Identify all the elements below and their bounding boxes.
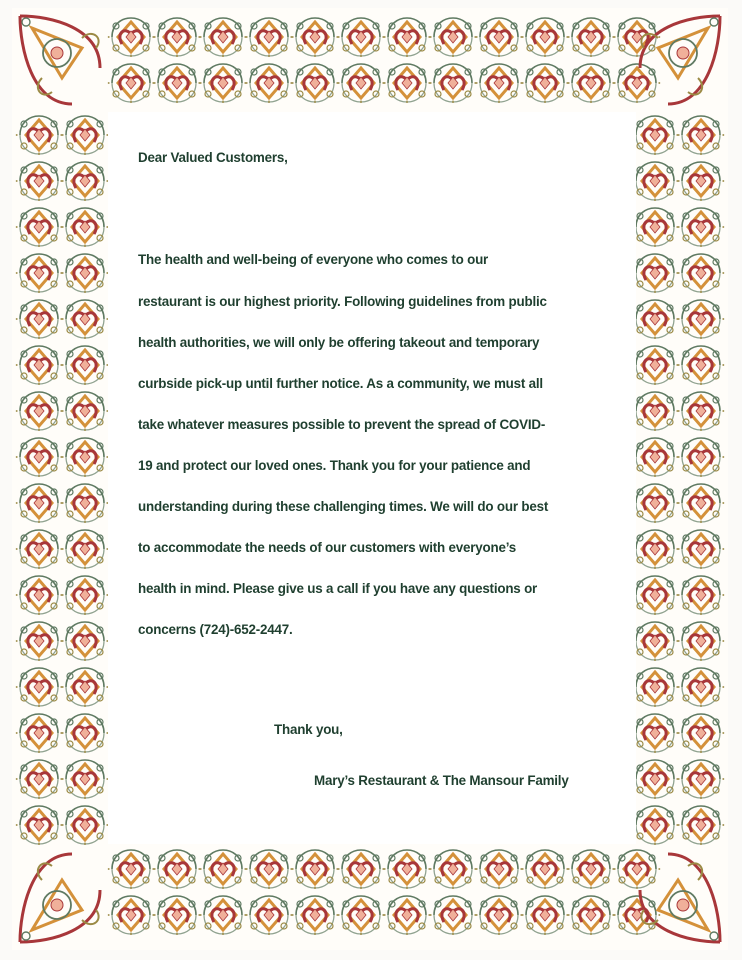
closing: Thank you, — [274, 722, 343, 737]
body-line: concerns (724)-652-2447. — [138, 622, 293, 637]
signature: Mary’s Restaurant & The Mansour Family — [314, 773, 569, 788]
letter-panel — [108, 112, 636, 844]
body-line: restaurant is our highest priority. Following guidelines from public — [138, 294, 547, 309]
body-line: health in mind. Please give us a call if you have any questions or — [138, 581, 538, 596]
greeting: Dear Valued Customers, — [138, 150, 288, 165]
body-line: health authorities, we will only be offering takeout and temporary — [138, 335, 540, 350]
body-line: curbside pick-up until further notice. As a community, we must all — [138, 376, 543, 391]
body-line: to accommodate the needs of our customers with everyone’s — [138, 540, 517, 555]
body-line: take whatever measures possible to prevent the spread of COVID- — [138, 417, 546, 432]
body-line: understanding during these challenging times. We will do our best — [138, 499, 549, 514]
body-line: The health and well-being of everyone who comes to our — [138, 252, 489, 267]
body-line: 19 and protect our loved ones. Thank you for your patience and — [138, 458, 531, 473]
